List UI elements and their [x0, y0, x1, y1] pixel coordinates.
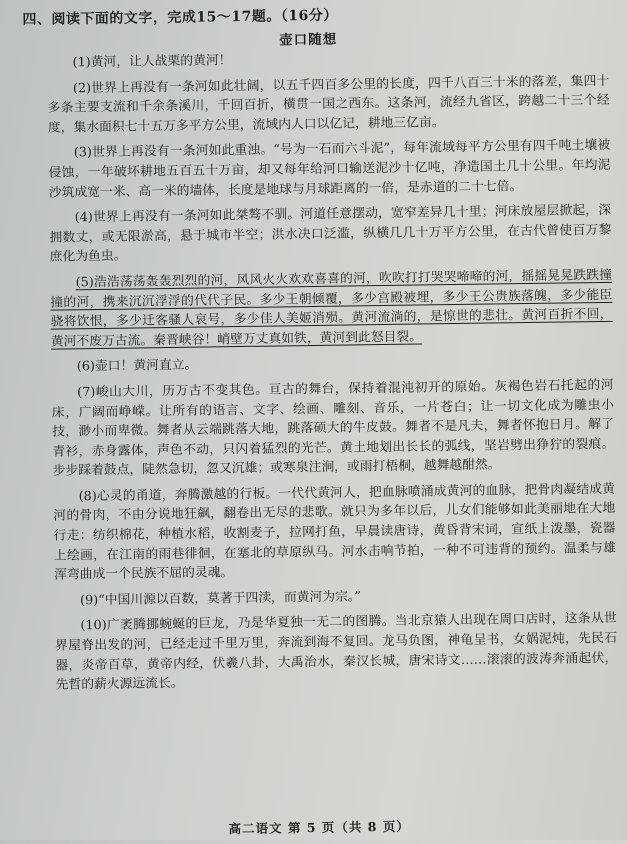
paragraph-2: (2)世界上再没有一条河如此壮阔，以五千四百多公里的长度，四千八百三十米的落差，集四十多条主要支流和千余条溪川，千回百折，横贯一国之西东。这条河，流经九省区，跨越二十三个经度，集水面积七十五万多平方公里，流域内人口以亿记，耕地三亿亩。	[47, 73, 610, 136]
paragraph-7: (7)峻山大川，历万古不变其色。亘古的舞台，保持着混沌初开的原始。灰褐色岩石托起的河床，广阔而峥嵘。让所有的语言、文字、绘画、雕刻、音乐，一片苍白；让一切文化成为雕虫小技，渺小而卑微。舞者从云端跳落大地，跳落硕大的牛皮鼓。舞者不是凡夫，舞者怀抱日月。解了青衫，赤身露体，声色不动，只闪着猛烈的光芒。黄土地划出长长的弧线，坚岩劈出狰狞的裂痕。步步踩着鼓点，陡然急切，忽又沉雄；或寒泉注涧，或雨打梧桐，越舞越酣然。	[51, 377, 615, 479]
article-title: 壶口随想	[279, 31, 338, 49]
paragraph-4: (4)世界上再没有一条河如此桀骜不驯。河道任意摆动，宽窄差异几十里；河床放屋层掀起，深拥数丈，或无限淤高，悬于城市半空；洪水决口泛滥，纵横几几十万平方公里，在古代曾使百万黎庶化为鱼虫。	[49, 202, 612, 266]
paragraph-1: (1)黄河，让人战栗的黄河！	[72, 53, 232, 71]
paragraph-6: (6)壶口！黄河直立。	[76, 357, 198, 375]
paragraph-3: (3)世界上再没有一条河如此重浊。“号为一石而六斗泥”，每年流域每平方公里有四千吨土壤被侵蚀，一年破坏耕地五百五十万亩，却又每年给河口输送泥沙十亿吨，净造国土几十公里。年均泥沙筑成宽一米、高一米的墙体，长度是地球与月球距离的一倍，是赤道的二十七倍。	[48, 138, 611, 201]
paragraph-8: (8)心灵的甬道，奔腾激越的行板。一代代黄河人，把血脉喷涌成黄河的血脉，把骨肉凝结成黄河的骨肉，不由分说地狂飙，翻卷出无尽的悲歌。就只为多年以后，儿女们能够如此美丽地在大地行走：纺织棉花，种植水稻，收割麦子，拉网打鱼，早晨读唐诗，黄昏背宋词，宣纸上泼墨，瓷器上绘画，在江南的雨巷徘徊，在塞北的草原纵马。河水击响节拍，一种不可违背的预约。温柔与雄浑弯曲成一个民族不屈的灵魂。	[53, 481, 616, 583]
paragraph-5-underlined: (5)浩浩荡荡轰轰烈烈的河，风风火火欢欢喜喜的河，吹吹打打哭哭啼啼的河，摇摇晃晃跌跌撞撞的河，携来沉沉浮浮的代代子民。多少王朝倾覆，多少宫殿被埋，多少王公贵族落魄，多少能臣骁将饮恨，多少迁客骚人哀号，多少佳人美姬消殒。黄河流淌的，是惊世的悲壮。黄河百折不回，黄河不废万古流。秦晋峡谷！峭壁万丈真如铁，黄河到此怒目裂。	[50, 267, 613, 350]
article-body	[47, 46, 618, 702]
paragraph-10: (10)广袤腾挪蜿蜒的巨龙，乃是华夏独一无二的图腾。当北京猿人出现在周口店时，这条从世界屋脊出发的河，已经走过千里万里，奔流到海不复回。龙马负图，神龟呈书，女娲泥炖，先民石器，炎帝百草，黄帝内经，伏羲八卦，大禹治水，秦汉长城，唐宋诗文……滚滚的波涛奔涌起伏，先哲的薪火源远流长。	[55, 611, 618, 693]
page-footer: 高二语文 第 5 页（共 8 页）	[228, 818, 410, 837]
paragraph-9: (9)“中国川源以百数，莫著于四渎，而黄河为宗。”	[79, 589, 361, 609]
section-heading: 四、阅读下面的文字，完成15～17题。（16分）	[22, 7, 338, 29]
